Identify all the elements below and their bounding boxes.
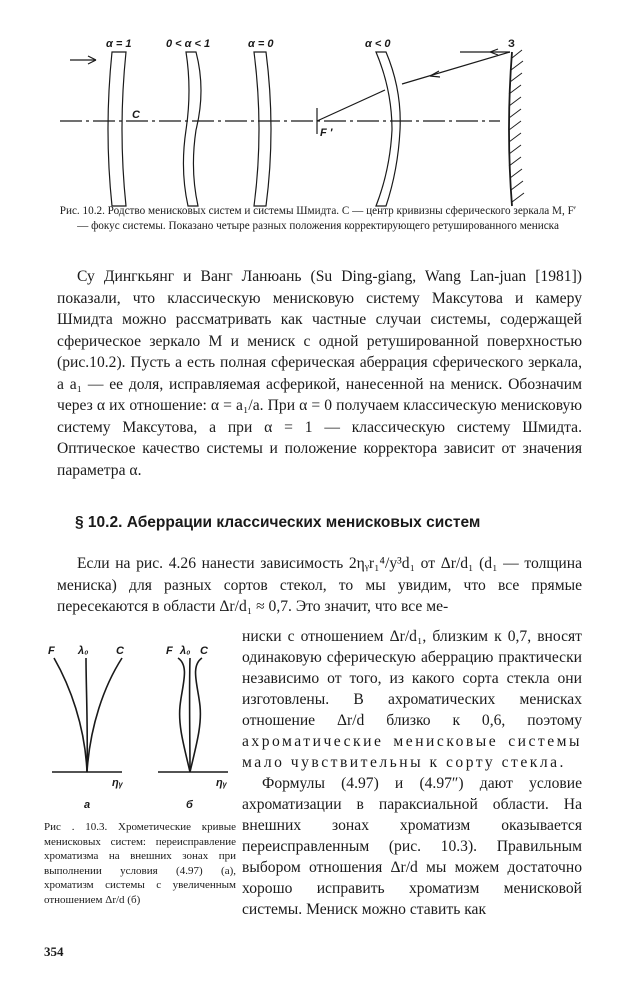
- meniscus-alpha-negative: [376, 52, 400, 206]
- label-eta-b: ηᵧ: [216, 777, 227, 789]
- curve-F-b: [178, 658, 190, 772]
- paragraph-2-side-b: Формулы (4.97) и (4.97″) дают условие ахроматизации в параксиальной области. На внешних зонах хроматизм оказывается переисправленным (рис. 10.3). Правильным выбором отношения Δr/d мы можем достаточно хорошо исправить хроматизм менисковой системы. Мениск можно ставить как: [242, 775, 582, 918]
- label-alpha-0-1: 0 < α < 1: [166, 38, 211, 50]
- label-alpha-1: α = 1: [106, 38, 132, 50]
- meniscus-alpha-0-1: [183, 52, 201, 206]
- paragraph-2-side: [242, 626, 582, 920]
- label-C-a: C: [116, 645, 124, 657]
- label-F-b: F: [166, 645, 173, 657]
- label-lambda-b: λ₀: [180, 645, 191, 657]
- paragraph-2-side-spaced: ахроматические менисковые системы мало чувствительны к сорту стекла.: [242, 733, 582, 771]
- paragraph-2-top-text: Если на рис. 4.26 нанести зависимость 2ηᵧr₁⁴/y³d₁ от Δr/d₁ (d₁ — толщина мениска) для разных сортов стекол, то мы увидим, что все прямые пересекаются в области Δr/d₁ ≈ 0,7. Это значит, что все ме-: [57, 555, 582, 615]
- figure-10-2: [30, 30, 590, 210]
- paragraph-2-top: [57, 553, 582, 618]
- figure-10-2-caption: Рис. 10.2. Родство менисковых систем и системы Шмидта. C — центр кривизны сферического зеркала M, F′ — фокус системы. Показано четыре разных положения корректирующего ретушированного мениска: [59, 205, 577, 232]
- label-alpha-0: α = 0: [248, 38, 274, 50]
- paragraph-1-text: Су Дингкьянг и Ванг Ланюань (Su Ding-giang, Wang Lan-juan [1981]) показали, что классическую менисковую систему Максутова и камеру Шмидта можно рассматривать как частные случаи системы, содержащей сферическое зеркало M и мениск с одной ретушированной поверхностью (рис.10.2). Пусть a есть полная сферическая аберрация сферического зеркала, а a₁ — ее доля, исправляемая асферикой, нанесенной на мениск. Обозначим через α их отношение: α = a₁/a. При α = 0 получаем классическую менисковую систему Максутова, а при α = 1 — классическую систему Шмидта. Оптическое качество системы и положение корректора зависит от значения параметра α.: [57, 268, 582, 479]
- label-mirror: З: [508, 38, 515, 50]
- meniscus-alpha-0: [254, 52, 271, 206]
- curve-C-b: [190, 658, 202, 772]
- section-heading: § 10.2. Аберрации классических менисковых систем: [75, 514, 481, 531]
- label-panel-b: б: [186, 799, 193, 811]
- meniscus-alpha-1: [108, 52, 126, 206]
- paragraph-1: [57, 266, 582, 481]
- curve-C-a: [87, 658, 122, 772]
- label-C-b: C: [200, 645, 208, 657]
- label-F-a: F: [48, 645, 55, 657]
- paragraph-2-side-a: ниски с отношением Δr/d₁, близким к 0,7, вносят одинаковую сферическую аберрацию практически независимо от того, из какого сорта стекла они изготовлены. В ахроматических менисках отношение Δr/d близко к 0,6, поэтому ахроматические менисковые системы мало чувствительны к сорту стекла.: [242, 628, 582, 771]
- label-eta-a: ηᵧ: [112, 777, 123, 789]
- label-focus: F ′: [320, 127, 333, 139]
- page-number: 354: [44, 944, 64, 959]
- curve-F-a: [54, 658, 87, 772]
- label-lambda-a: λ₀: [78, 645, 89, 657]
- figure-10-3: [40, 636, 235, 816]
- label-panel-a: а: [84, 799, 91, 811]
- figure-10-3-caption: Рис . 10.3. Хрометические кривые менисковых систем: переисправление хроматизма на внешних зонах при выполнении условия (4.97) (а), хроматизм системы с увеличенным отношением Δr/d (б): [44, 821, 236, 906]
- label-center: C: [132, 109, 140, 121]
- label-alpha-negative: α < 0: [365, 38, 391, 50]
